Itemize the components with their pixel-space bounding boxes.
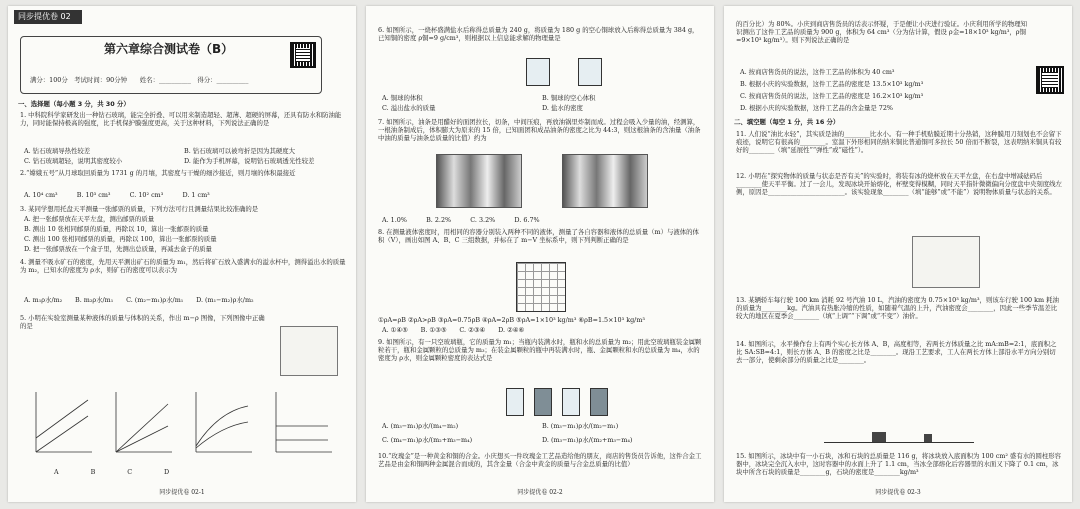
question-4: 4. 测量不吸水矿石的密度，先用天平测出矿石的质量为 m₁，然后将矿石放入盛满水的溢水杯中，测得溢出水的质量为 m₂，已知水的密度为 ρ水，则矿石的密度可以表示为: [20, 258, 346, 275]
page-footer-2: 同步提优卷 02-2: [517, 489, 563, 496]
q6-option-d: D. 盐水的密度: [542, 104, 583, 112]
question-9: 9. 如图所示，有一只空玻璃瓶，它的质量为 m₁；当瓶内装满水时，瓶和水的总质量为 m₂；用此空玻璃瓶装金属颗粒若干，瓶和金属颗粒的总质量为 m₃；在装金属颗粒的瓶中再装满水时，瓶、金属颗粒和水的总质量为 m₄，水的密度为 ρ水，则金属颗粒密度的表达式是: [378, 338, 702, 363]
q9-option-c: C. (m₄−m₁)ρ水/(m₂+m₃−m₄): [382, 436, 473, 444]
q1-option-b: B. 钻石玻璃可以被弯折是因为其硬度大: [184, 147, 296, 155]
paper-title: 第六章综合测试卷（B）: [104, 42, 234, 56]
beaker-with-ball-icon: [578, 58, 602, 86]
q1-option-a: A. 钻石玻璃导热性较差: [24, 147, 91, 155]
paper-meta: 满分：100分 考试时间：90分钟 姓名：__________ 得分：__________: [30, 76, 249, 84]
question-8: 8. 在测量液体密度时，用相同的容器分别装入两种不同的液体，测量了各自容器和液体的总质量（m）与液体的体积（V），画出如图 A、B、C 三组数据，并标在了 m−V 坐标系中，则下列判断正确的是: [378, 228, 699, 245]
q5-graph-options: [22, 386, 342, 468]
workbench-figure: [824, 442, 974, 443]
block-a: [872, 432, 886, 442]
q1-option-c: C. 钻石玻璃超轻，说明其密度较小: [24, 157, 123, 165]
q10-option-b: B. 根据小庆的实验数据，这件工艺品的密度是 13.5×10³ kg/m³: [740, 80, 924, 88]
q1-option-d: D. 能作为手机屏幕，说明钻石玻璃透光性较差: [184, 157, 315, 165]
graph-b: [116, 392, 172, 452]
q6-option-c: C. 溢出盐水的质量: [382, 104, 436, 112]
beaker-icon: [526, 58, 550, 86]
q9-option-a: A. (m₃−m₁)ρ水/(m₄−m₂): [382, 422, 459, 430]
question-10: 10.“玫瑰金”是一种黄金和铜的合金。小庆想买一件玫瑰金工艺品造给他的朋友，商店的售货员告诉他，这件合金工艺品是由金和铜两种金属混合而成的，其含金量（合金中黄金的质量与合金总质量的比值）: [378, 452, 702, 469]
bottle-1-icon: [506, 388, 524, 416]
q10-continued: 的百分比）为 80%。小庆到商店售货员的话表示怀疑，于是便让小庆进行验证。小庆利用所学的物理知识测出了这件工艺品的质量为 900 g，体积为 64 cm³（分为估计算，假设 ρ金=18×10³ kg/m³，ρ铜=9×10³ kg/m³）。则下列说法正确的是: [736, 20, 1028, 45]
page-footer-3: 同步提优卷 02-3: [875, 489, 921, 496]
balance-scale-figure: [912, 236, 980, 288]
bottle-3-icon: [562, 388, 580, 416]
q7-options: A. 1.0% B. 2.2% C. 3.2% D. 6.7%: [382, 216, 540, 224]
q10-option-d: D. 根据小庆的实验数据，这件工艺品的含金量是 72%: [740, 104, 894, 112]
question-3: 3. 某同学想用托盘天平测量一张邮票的质量，下列方法可行且测量结果比较准确的是: [20, 205, 259, 213]
question-6: 6. 如图所示，一烧杯盛满盐水后称得总质量为 240 g，将质量为 180 g 的空心铜球放入后称得总质量为 384 g，已知铜的密度 ρ铜=9 g/cm³，则根据以上信息能求解的物理量是: [378, 26, 699, 43]
question-11: 11. 人们说“油比水轻”，其实质是油的________比水小。有一种手机贴膜近期十分热销，这种膜用刀刻划也不会留下痕迹，说明它有很高的________。室温下外形相同的纳米铜比普通铜可多拉长 50 倍而不断裂，这表明纳米铜具有较好的________（填“延展性”“弹性”或“磁性”）。: [736, 130, 1062, 155]
q6-option-b: B. 铜球的空心体积: [542, 94, 596, 102]
qr-code-image: [290, 42, 316, 68]
exam-page-3: [724, 6, 1072, 502]
q8-options: A. ①④⑤ B. ①③⑤ C. ②③④ D. ②④⑥: [382, 326, 525, 334]
section-choice-heading: 一、选择题（每小题 3 分，共 30 分）: [18, 100, 130, 108]
beaker-figure: [280, 326, 338, 376]
series-badge: 同步提优卷 02: [14, 10, 82, 24]
graph-c: [196, 392, 252, 452]
exam-page-1: [8, 6, 356, 502]
q3-option-b: B. 测出 10 张相同邮票的质量，再除以 10，算出一张邮票的质量: [24, 225, 209, 233]
q9-option-b: B. (m₃−m₁)ρ水/(m₂−m₁): [542, 422, 619, 430]
q6-option-a: A. 铜球的体积: [382, 94, 423, 102]
bottle-2-icon: [534, 388, 552, 416]
bottle-4-icon: [590, 388, 608, 416]
question-14: 14. 如图所示，水平操作台上有两个实心长方体 A、B，高度相等，若两长方体质量之比 mA:mB=2:1，底面积之比 SA:SB=4:1，则长方体 A、B 的密度之比是________。现沿工艺要求，工人在两长方体上部沿水平方向分别切去一部分，使剩余部分的质量之比是________。: [736, 340, 1057, 365]
question-13: 13. 某辆轿车每行驶 100 km 消耗 92 号汽油 10 L，汽油的密度为 0.75×10³ kg/m³，则该车行驶 100 km 耗油的质量为________kg。汽油具有热胀冷缩的性质，如随着气温的上升，汽油密度会________，因此一些季节温差比较大的地区在夏季会________（填“上调”“下调”或“不变”）油价。: [736, 296, 1059, 321]
page-footer-1: 同步提优卷 02-1: [159, 489, 205, 496]
fried-dough-photo: [562, 154, 648, 208]
q3-option-d: D. 把一张邮票放在一个盒子里，先测出总质量，再减去盒子的质量: [24, 245, 212, 253]
block-b: [924, 434, 932, 442]
exam-page-2: [366, 6, 714, 502]
graph-a: [36, 392, 92, 452]
q10-option-c: C. 按商店售货员的说法，这件工艺品的密度是 16.2×10³ kg/m³: [740, 92, 924, 100]
dough-photo: [436, 154, 522, 208]
q9-option-d: D. (m₃−m₁)ρ水/(m₂+m₃−m₄): [542, 436, 633, 444]
q10-option-a: A. 按商店售货员的说法，这件工艺品的体积为 40 cm³: [740, 68, 895, 76]
q8-statements: ①ρA=ρB ②ρA>ρB ③ρA=0.75ρB ④ρA=2ρB ⑤ρA=1×10³ kg/m³ ⑥ρB=1.5×10³ kg/m³: [378, 316, 645, 324]
question-5: 5. 小明在实验室测量某种液体的质量与体积的关系，作出 m−ρ 图像，下列图像中正确的是: [20, 314, 265, 331]
q4-options: A. m₁ρ水/m₂ B. m₂ρ水/m₁ C. (m₂−m₁)ρ水/m₁ D. (m₁−m₂)ρ水/m₂: [24, 296, 254, 304]
question-7: 7. 如图所示，油条是用醋好的面团拉长，切条，中间压痕，再放油锅里炸制而成。过程会吸入少量的油，经测算，一根油条制成后，体积膨大为原来的 15 倍，已知面团和成品油条的密度之比为 44:3，则这根油条的含油量（油条中油的质量与油条总质量的比值）约为: [378, 118, 701, 143]
section-fill-heading: 二、填空题（每空 1 分，共 16 分）: [734, 118, 840, 126]
q3-option-c: C. 测出 100 张相同邮票的质量，再除以 100，算出一张邮票的质量: [24, 235, 217, 243]
q3-option-a: A. 把一张邮票放在天平左盘，测出邮票的质量: [24, 215, 155, 223]
q5-option-labels: A B C D: [54, 468, 170, 476]
question-2: 2.“嫦娥五号”从月球取回质量为 1731 g 的月壤，其密度与干燥的细沙接近，则月壤的体积最接近: [20, 169, 296, 177]
question-1: 1. 中科院科学家研发出一种钻石玻璃，能完全折叠、可以用来制造超轻、超薄、超硬的屏幕，还具有防水和防油能力，同时能保持极高的强度，比手机保护膜强度更高，关于这种材料，下列说法正确的是: [20, 111, 342, 128]
mass-volume-graph: [516, 262, 566, 312]
question-12: 12. 小明在“探究物体的质量与状态是否有关”的实验时，将装有冰的烧杯放在天平左盘，在右盘中增减砝码后________使天平平衡。过了一会儿，发现冰块开始熔化，杯壁变得模糊，同时天平指针微微偏向分度盘中央刻度线左侧，原因是________________________。该实验现象________（填“能够”或“不能”）说明物体质量与状态的关系。: [736, 172, 1062, 197]
qr-code-image-2: [1036, 66, 1064, 94]
q2-options: A. 10⁴ cm³ B. 10³ cm³ C. 10² cm³ D. 1 cm³: [24, 191, 210, 199]
graph-d: [276, 392, 332, 452]
question-15: 15. 如图所示，冰块中有一小石块，冰和石块的总质量是 116 g，将冰块放入底面积为 100 cm² 盛有水的圆柱形容器中，冰块完全沉入水中，这时容器中的水面上升了 1.1 cm，当冰全部熔化后容器里的水面又下降了 0.1 cm，冰块中所含石块的质量是________g，石块的密度是________kg/m³: [736, 452, 1062, 477]
